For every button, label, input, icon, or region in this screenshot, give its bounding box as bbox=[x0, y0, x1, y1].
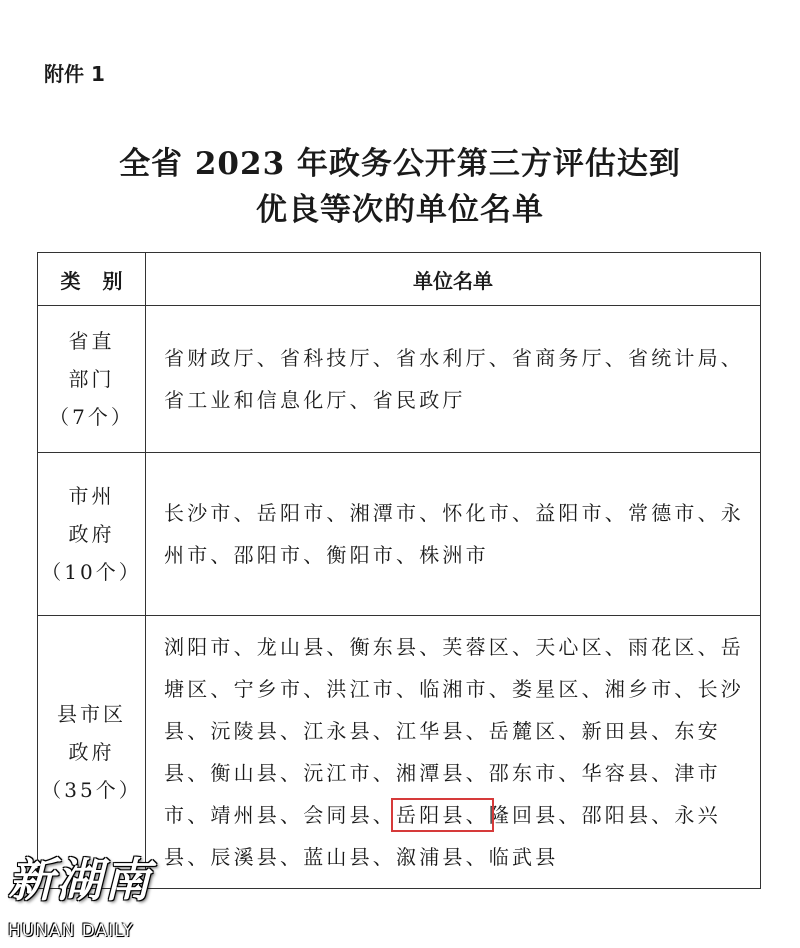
highlighted-unit: 岳阳县、 bbox=[396, 803, 489, 827]
category-line: 政府 bbox=[68, 522, 115, 546]
category-line: 部门 bbox=[68, 367, 115, 391]
attachment-label: 附件 1 bbox=[44, 62, 105, 86]
category-line: 政府 bbox=[68, 740, 115, 764]
category-cell bbox=[38, 453, 146, 616]
logo-chinese: 新湖南 bbox=[8, 853, 152, 907]
category-line: 省直 bbox=[68, 329, 115, 353]
category-cell bbox=[38, 616, 146, 889]
document-title-line2: 优良等次的单位名单 bbox=[256, 192, 544, 228]
table-row bbox=[38, 453, 761, 616]
units-text: 浏阳市、龙山县、衡东县、芙蓉区、天心区、雨花区、岳塘区、宁乡市、洪江市、临湘市、娄星区、湘乡市、长沙县、沅陵县、江永县、江华县、岳麓区、新田县、东安县、衡山县、沅江市、湘潭县、邵东市、华容县、津市市、靖州县、会同县、 bbox=[164, 635, 744, 827]
category-line: 县市区 bbox=[57, 702, 126, 726]
category-cell bbox=[38, 306, 146, 453]
units-cell bbox=[146, 616, 761, 889]
table-row bbox=[38, 306, 761, 453]
units-cell: 省财政厅、省科技厅、省水利厅、省商务厅、省统计局、省工业和信息化厅、省民政厅 bbox=[146, 306, 761, 453]
category-count: （35个） bbox=[41, 778, 142, 802]
header-units: 单位名单 bbox=[146, 253, 761, 306]
unit-list-table bbox=[37, 252, 761, 889]
units-text: 隆回县、邵阳县、永兴县、辰溪县、蓝山县、溆浦县、临武县 bbox=[164, 803, 721, 869]
category-count: （10个） bbox=[41, 560, 142, 584]
document-title-line1: 全省 2023 年政务公开第三方评估达到 bbox=[119, 146, 681, 182]
category-line: 市州 bbox=[68, 484, 115, 508]
hunan-daily-logo bbox=[8, 855, 152, 941]
table-header-row bbox=[38, 253, 761, 306]
units-cell: 长沙市、岳阳市、湘潭市、怀化市、益阳市、常德市、永州市、邵阳市、衡阳市、株洲市 bbox=[146, 453, 761, 616]
table-row bbox=[38, 616, 761, 889]
category-count: （7个） bbox=[49, 405, 134, 429]
header-category: 类别 bbox=[38, 253, 146, 306]
logo-english: HUNAN DAILY bbox=[8, 921, 134, 941]
